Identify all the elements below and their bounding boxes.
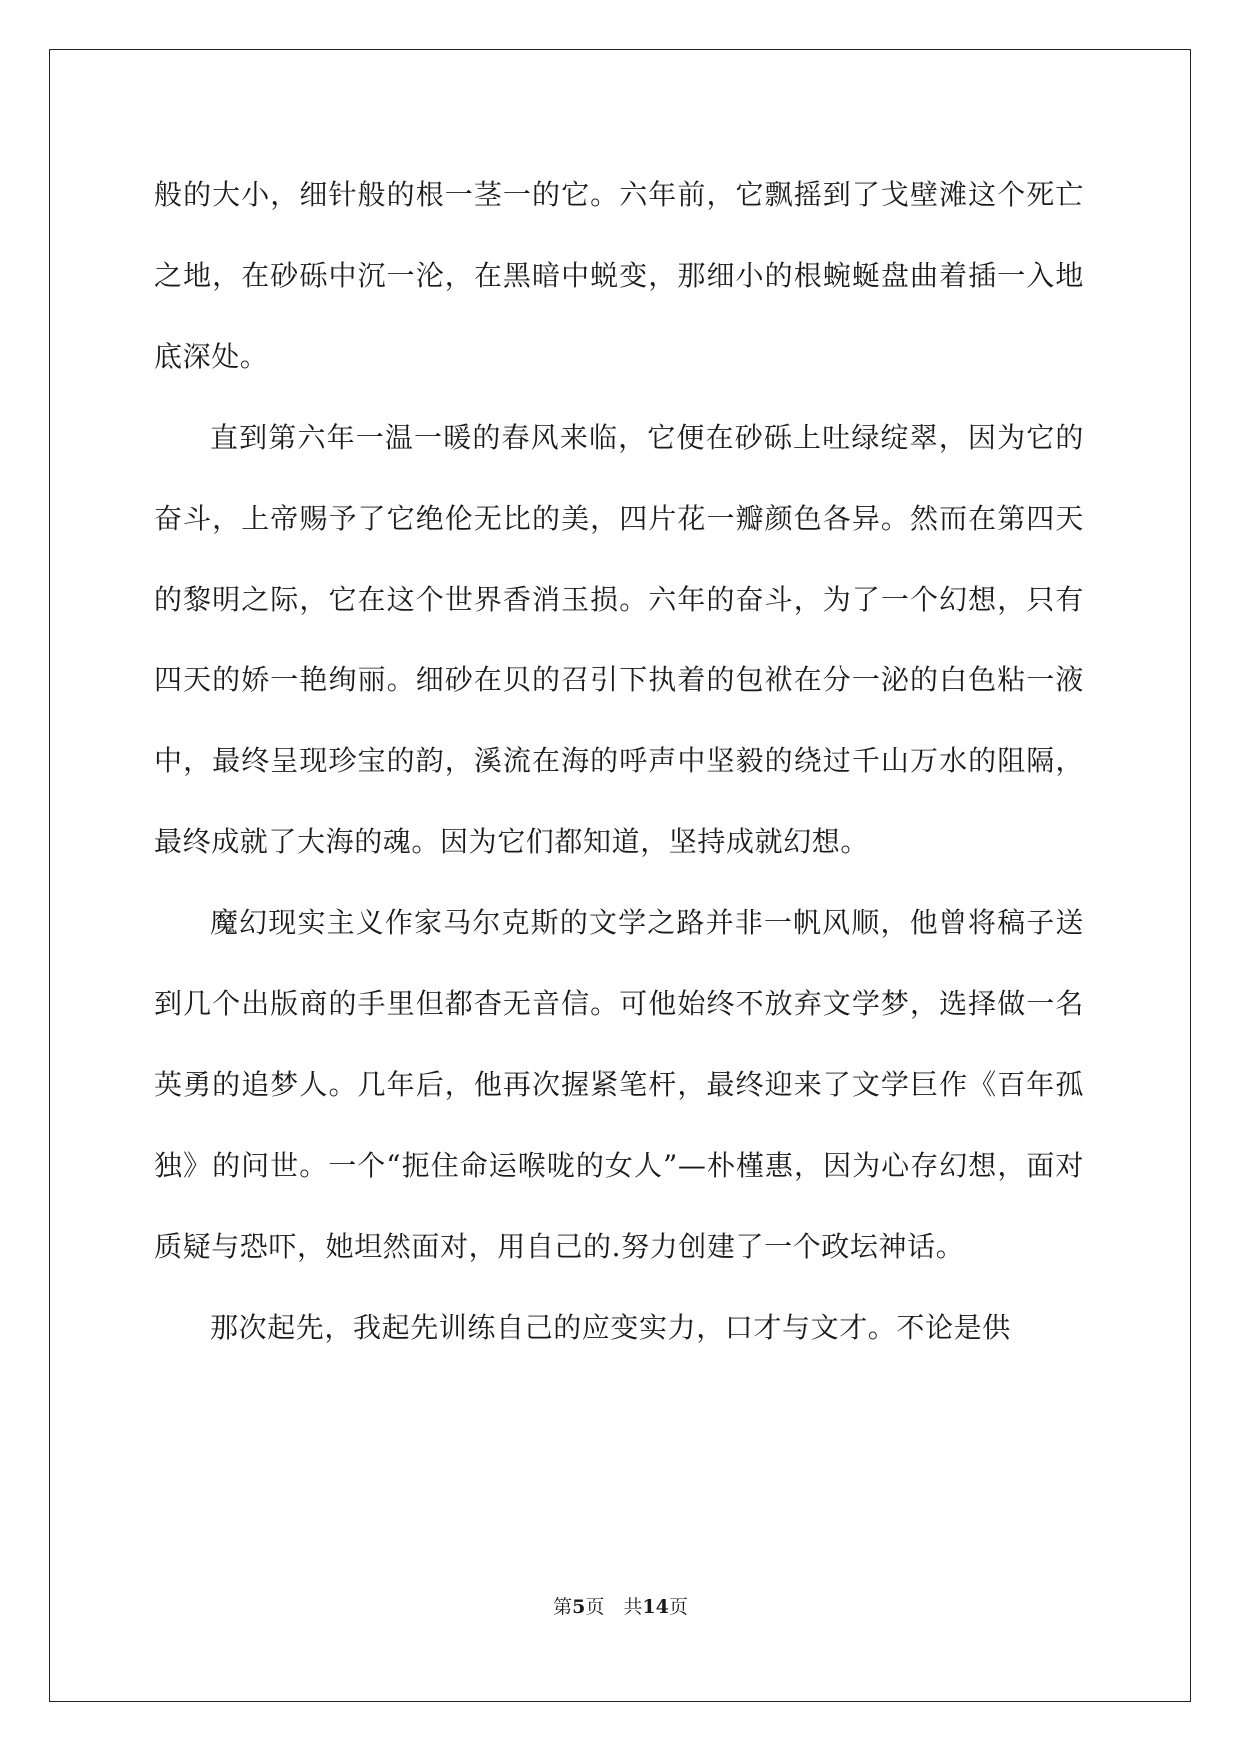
document-body: [154, 155, 1084, 1369]
page-number-footer: [0, 1592, 1241, 1619]
footer-mid: 页 共: [585, 1596, 643, 1618]
paragraph: 魔幻现实主义作家马尔克斯的文学之路并非一帆风顺，他曾将稿子送到几个出版商的手里但都杳无音信。可他始终不放弃文学梦，选择做一名英勇的追梦人。几年后，他再次握紧笔杆，最终迎来了文学巨作《百年孤独》的问世。一个“扼住命运喉咙的女人”—朴槿惠，因为心存幻想，面对质疑与恐吓，她坦然面对，用自己的.努力创建了一个政坛神话。: [154, 906, 1084, 1263]
paragraph: 般的大小，细针般的根一茎一的它。六年前，它飘摇到了戈壁滩这个死亡之地，在砂砾中沉一沦，在黑暗中蜕变，那细小的根蜿蜒盘曲着插一入地底深处。: [154, 178, 1084, 373]
paragraph: 直到第六年一温一暖的春风来临，它便在砂砾上吐绿绽翠，因为它的奋斗，上帝赐予了它绝伦无比的美，四片花一瓣颜色各异。然而在第四天的黎明之际，它在这个世界香消玉损。六年的奋斗，为了一个幻想，只有四天的娇一艳绚丽。细砂在贝的召引下执着的包袱在分一泌的白色粘一液中，最终呈现珍宝的韵，溪流在海的呼声中坚毅的绕过千山万水的阻隔，最终成就了大海的魂。因为它们都知道，坚持成就幻想。: [154, 420, 1084, 859]
footer-prefix: 第: [553, 1596, 573, 1618]
total-page-count: 14: [642, 1596, 669, 1618]
current-page-number: 5: [572, 1596, 586, 1618]
paragraph: 那次起先，我起先训练自己的应变实力，口才与文才。不论是供: [210, 1310, 1011, 1344]
footer-suffix: 页: [668, 1596, 688, 1618]
